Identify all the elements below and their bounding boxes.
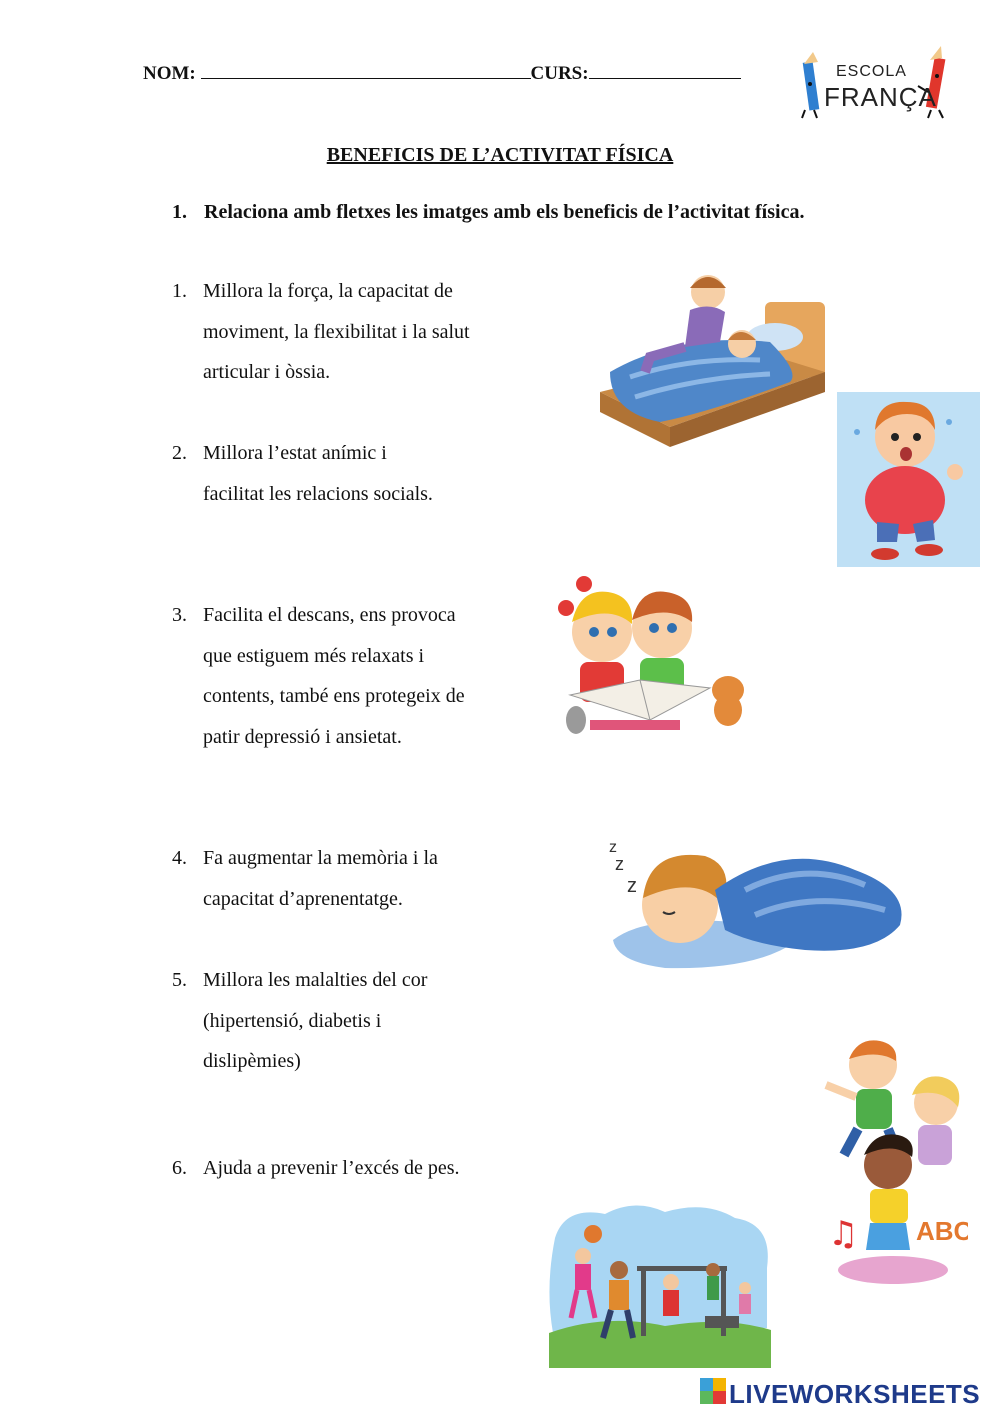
logo-text-franca: FRANÇA [824,82,937,112]
list-item [172,595,472,757]
children-reading-book-illustration[interactable] [550,570,750,755]
list-item [172,960,482,1082]
page-title: BENEFICIS DE L’ACTIVITAT FÍSICA [326,144,674,166]
svg-text:z: z [609,839,617,856]
svg-text:♫: ♫ [828,1214,859,1254]
school-logo [800,44,952,122]
item-text: Fa augmentar la memòria i la capacitat d’aprenentatge. [203,847,438,910]
item-number: 4. [172,847,187,869]
nom-field[interactable] [201,60,531,79]
item-number: 5. [172,969,187,991]
svg-text:z: z [615,854,624,874]
svg-text:z: z [627,875,637,897]
item-text: Facilita el descans, ens provoca que estiguem més relaxats i contents, també ens protegeix de patir depressió i ansietat. [203,604,465,748]
curs-label: CURS: [530,63,589,84]
logo-text-escola: ESCOLA [836,63,907,80]
overweight-boy-running-illustration[interactable] [837,392,980,567]
item-text: Millora la força, la capacitat de moviment, la flexibilitat i la salut articular i òssia. [203,280,470,383]
item-text: Millora les malalties del cor (hipertensió, diabetis i dislipèmies) [203,969,428,1072]
item-number: 1. [172,280,187,302]
list-item [172,838,472,919]
list-item [172,271,482,393]
liveworksheets-brand: LIVEWORKSHEETS [729,1379,981,1409]
svg-text:ABC: ABC [916,1216,968,1246]
happy-children-jumping-illustration[interactable] [818,1035,968,1285]
liveworksheets-logo-icon [700,1378,726,1404]
item-text: Ajuda a prevenir l’excés de pes. [203,1157,460,1179]
item-text: Millora l’estat anímic i facilitat les relacions socials. [203,442,433,505]
blue-pencil-icon [802,52,819,118]
student-info-line [143,60,741,85]
sleeping-child-illustration[interactable] [605,830,910,975]
exercise-instruction [172,198,872,226]
parent-child-bed-illustration[interactable] [590,262,830,457]
nom-label: NOM: [143,63,196,84]
instruction-text: Relaciona amb fletxes les imatges amb els beneficis de l’activitat física. [204,201,805,223]
item-number: 3. [172,604,187,626]
curs-field[interactable] [589,60,741,79]
item-number: 6. [172,1157,187,1179]
item-number: 2. [172,442,187,464]
instruction-number: 1. [172,201,187,223]
liveworksheets-footer[interactable] [700,1375,992,1409]
list-item [172,1148,472,1189]
children-playing-park-illustration[interactable] [545,1198,775,1373]
list-item [172,433,442,514]
